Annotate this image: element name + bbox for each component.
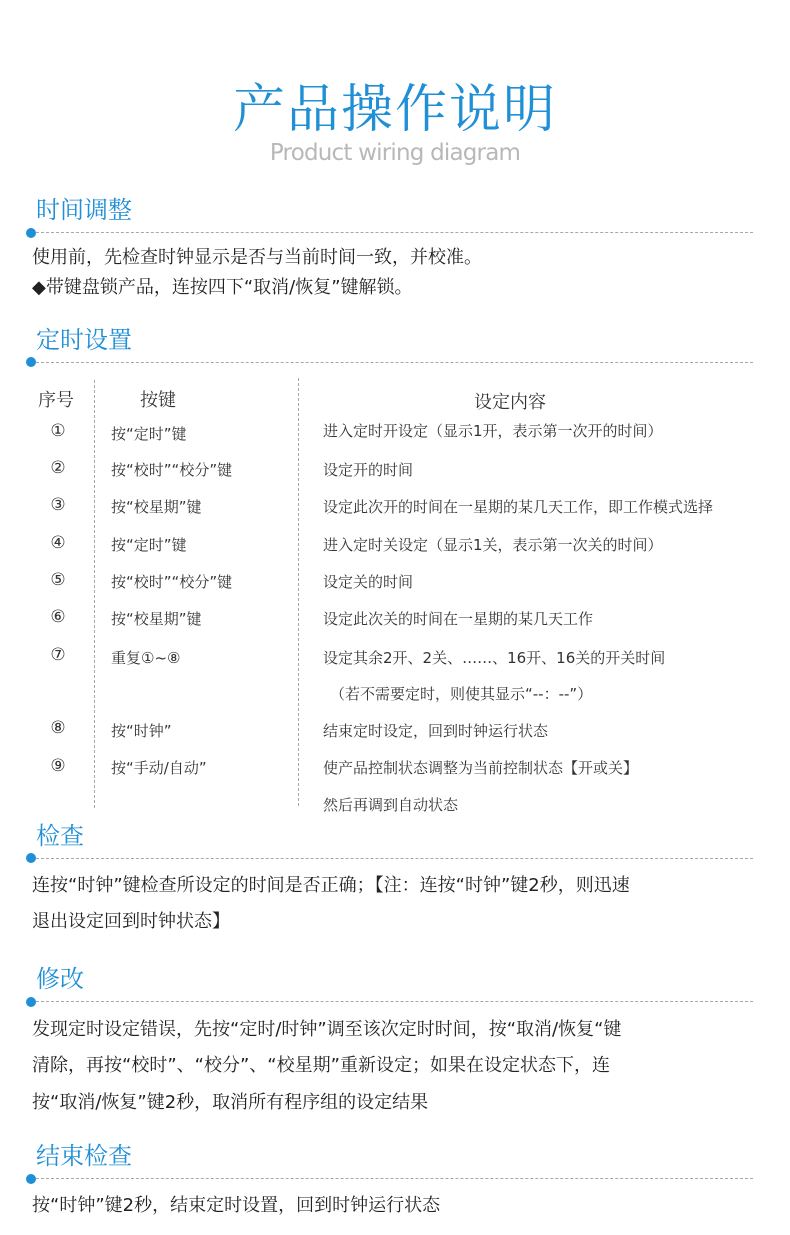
table-row-content-continued: （若不需要定时，则使其显示“--：--”） bbox=[330, 685, 593, 703]
table-row-content-continued: 然后再调到自动状态 bbox=[323, 796, 459, 814]
table-row-key: 按“校星期”键 bbox=[111, 610, 202, 628]
table-row-content: 设定关的时间 bbox=[323, 573, 414, 591]
time-adjust-line-1: 使用前，先检查时钟显示是否与当前时间一致，并校准。 bbox=[32, 247, 482, 268]
section-title-final-check: 结束检查 bbox=[36, 1142, 132, 1170]
page-title: 产品操作说明 bbox=[232, 80, 557, 140]
table-row-seq: ⑨ bbox=[50, 756, 66, 776]
table-row-content: 设定此次关的时间在一星期的某几天工作 bbox=[323, 610, 594, 628]
table-row-seq: ⑦ bbox=[50, 645, 66, 665]
modify-line-2: 清除，再按“校时”、“校分”、“校星期”重新设定；如果在设定状态下，连 bbox=[32, 1055, 610, 1076]
table-header-content: 设定内容 bbox=[474, 392, 546, 413]
section-bullet-dot bbox=[26, 997, 36, 1007]
table-row-key: 按“定时”键 bbox=[111, 536, 187, 554]
section-divider bbox=[36, 1178, 753, 1179]
table-row-key: 重复①~⑧ bbox=[111, 649, 181, 667]
section-bullet-dot bbox=[26, 1174, 36, 1184]
section-title-check: 检查 bbox=[36, 822, 84, 850]
table-row-content: 进入定时开设定（显示1开，表示第一次开的时间） bbox=[323, 422, 663, 440]
section-title-modify: 修改 bbox=[36, 965, 84, 993]
section-divider bbox=[36, 1001, 753, 1002]
table-column-divider bbox=[94, 380, 95, 808]
final-check-line-1: 按“时钟”键2秒，结束定时设置，回到时钟运行状态 bbox=[32, 1195, 441, 1216]
table-row-content: 设定开的时间 bbox=[323, 461, 414, 479]
table-header-seq: 序号 bbox=[38, 390, 74, 411]
table-row-seq: ⑥ bbox=[50, 607, 66, 627]
table-row-key: 按“校时”“校分”键 bbox=[111, 461, 233, 479]
table-row-seq: ④ bbox=[50, 533, 66, 553]
table-row-content: 进入定时关设定（显示1关，表示第一次关的时间） bbox=[323, 536, 663, 554]
section-divider bbox=[36, 858, 753, 859]
table-row-seq: ② bbox=[50, 458, 66, 478]
table-row-seq: ③ bbox=[50, 495, 66, 515]
table-row-seq: ① bbox=[50, 421, 66, 441]
section-divider bbox=[36, 232, 753, 233]
table-row-key: 按“校时”“校分”键 bbox=[111, 573, 233, 591]
table-row-key: 按“时钟” bbox=[111, 722, 172, 740]
time-adjust-line-2: ◆带键盘锁产品，连按四下“取消/恢复”键解锁。 bbox=[32, 277, 413, 298]
table-row-content: 结束定时设定，回到时钟运行状态 bbox=[323, 722, 549, 740]
table-header-key: 按键 bbox=[140, 390, 176, 411]
page-subtitle: Product wiring diagram bbox=[269, 140, 521, 166]
table-row-seq: ⑧ bbox=[50, 718, 66, 738]
table-row-content: 设定此次开的时间在一星期的某几天工作，即工作模式选择 bbox=[323, 498, 714, 516]
modify-line-3: 按“取消/恢复”键2秒，取消所有程序组的设定结果 bbox=[32, 1092, 429, 1113]
section-bullet-dot bbox=[26, 228, 36, 238]
check-line-1: 连按“时钟”键检查所设定的时间是否正确；【注：连按“时钟”键2秒，则迅速 bbox=[32, 875, 630, 896]
table-row-key: 按“定时”键 bbox=[111, 425, 187, 443]
table-row-seq: ⑤ bbox=[50, 570, 66, 590]
check-line-2: 退出设定回到时钟状态】 bbox=[32, 911, 230, 932]
table-row-key: 按“手动/自动” bbox=[111, 759, 207, 777]
section-bullet-dot bbox=[26, 853, 36, 863]
section-title-time-adjust: 时间调整 bbox=[36, 196, 132, 224]
table-row-content: 使产品控制状态调整为当前控制状态【开或关】 bbox=[323, 759, 639, 777]
table-column-divider bbox=[298, 378, 299, 806]
section-bullet-dot bbox=[26, 357, 36, 367]
section-divider bbox=[36, 362, 753, 363]
table-row-key: 按“校星期”键 bbox=[111, 498, 202, 516]
section-title-timer-setup: 定时设置 bbox=[36, 326, 132, 354]
modify-line-1: 发现定时设定错误，先按“定时/时钟”调至该次定时时间，按“取消/恢复“键 bbox=[32, 1019, 622, 1040]
table-row-content: 设定其余2开、2关、……、16开、16关的开关时间 bbox=[323, 649, 666, 667]
